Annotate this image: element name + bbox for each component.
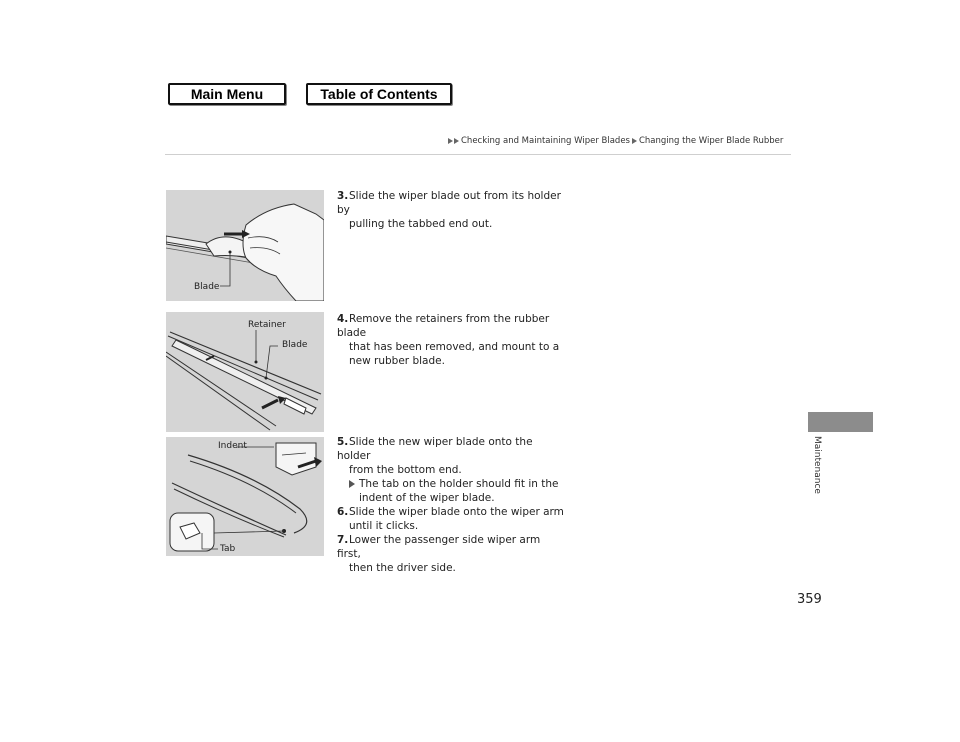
step-4: [337, 312, 567, 368]
step-number: 4.: [337, 313, 349, 325]
step-text: new rubber blade.: [349, 355, 445, 367]
wiper-hand-illustration: [166, 190, 324, 301]
figure-remove-blade: [166, 190, 324, 301]
section-label: Maintenance: [812, 436, 822, 494]
step-7: [337, 533, 567, 575]
step-text: Slide the new wiper blade onto the holder: [337, 436, 533, 462]
table-of-contents-button[interactable]: Table of Contents: [306, 83, 452, 105]
breadcrumb-item[interactable]: Checking and Maintaining Wiper Blades: [461, 136, 630, 146]
step-text: pulling the tabbed end out.: [349, 218, 493, 230]
step-text: Slide the wiper blade onto the wiper arm: [349, 506, 564, 518]
step-text: Slide the wiper blade out from its holder by: [337, 190, 561, 216]
step-number: 3.: [337, 190, 349, 202]
steps-5-7: [337, 435, 567, 575]
step-text: Remove the retainers from the rubber blade: [337, 313, 550, 339]
step-text: that has been removed, and mount to a: [349, 341, 560, 353]
step-text: from the bottom end.: [349, 464, 462, 476]
step-3: [337, 189, 567, 231]
breadcrumb-arrow-icon: [454, 138, 459, 144]
blade-install-illustration: [166, 437, 324, 556]
step-6: [337, 505, 567, 533]
section-tab: [808, 412, 873, 432]
step-note: [337, 477, 567, 491]
step-note-text: The tab on the holder should fit in the: [359, 478, 559, 490]
step-number: 6.: [337, 506, 349, 518]
step-text: then the driver side.: [349, 562, 456, 574]
breadcrumb-arrow-icon: [632, 138, 637, 144]
breadcrumb-arrow-icon: [448, 138, 453, 144]
figure-install-blade: [166, 437, 324, 556]
figure-retainers: [166, 312, 324, 432]
label-blade: Blade: [194, 282, 220, 292]
breadcrumb-item: Changing the Wiper Blade Rubber: [638, 136, 784, 146]
step-5: [337, 435, 567, 505]
label-retainer: Retainer: [248, 320, 286, 330]
label-indent: Indent: [218, 441, 247, 451]
step-note-text: indent of the wiper blade.: [359, 492, 495, 504]
step-text: Lower the passenger side wiper arm first,: [337, 534, 541, 560]
step-text: until it clicks.: [349, 520, 419, 532]
page-number: 359: [797, 592, 822, 607]
step-number: 7.: [337, 534, 349, 546]
note-arrow-icon: [349, 480, 355, 488]
main-menu-button[interactable]: Main Menu: [168, 83, 286, 105]
breadcrumb: [448, 134, 783, 148]
retainer-illustration: [166, 312, 324, 432]
label-blade: Blade: [282, 340, 308, 350]
label-tab: Tab: [220, 544, 236, 554]
step-number: 5.: [337, 436, 349, 448]
header-divider: [165, 154, 791, 155]
